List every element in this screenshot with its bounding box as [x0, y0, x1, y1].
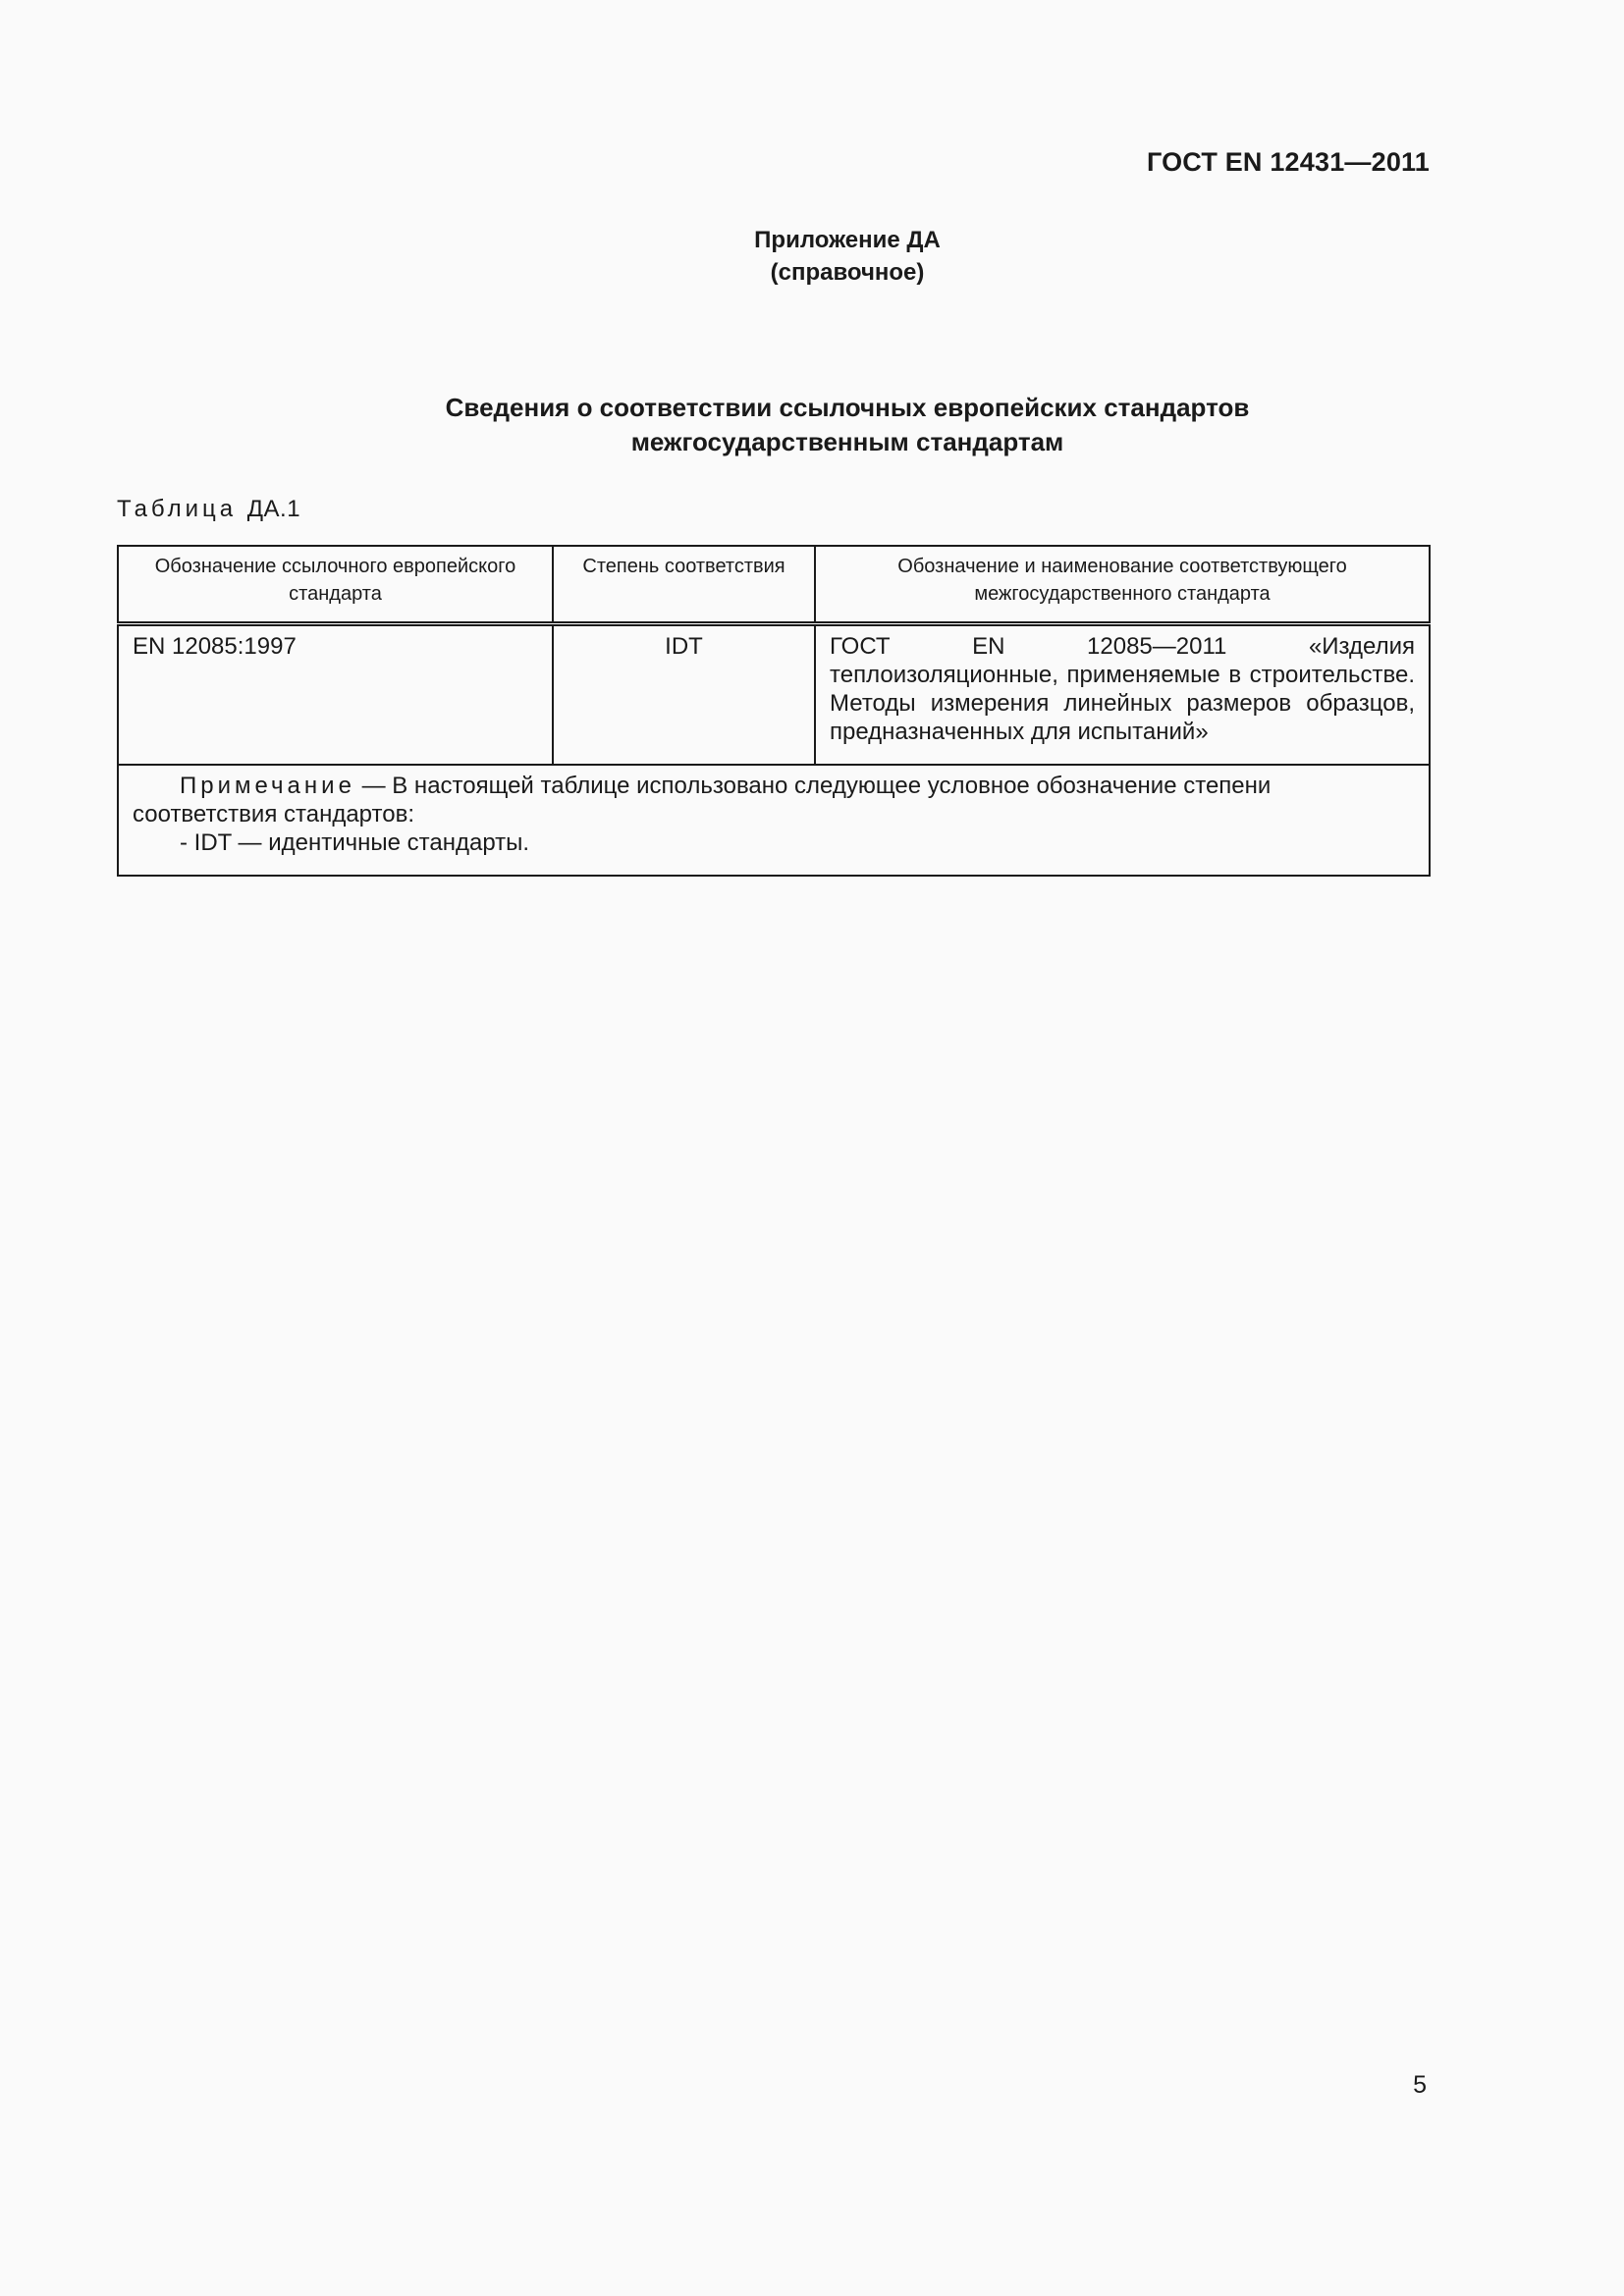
cell-reference-standard: EN 12085:1997: [118, 624, 553, 766]
table-note-row: [118, 765, 1430, 876]
note-text: — В настоящей таблице использовано следующее условное обозначение степени соответствия стандартов:: [133, 773, 1272, 828]
note-item: - IDT — идентичные стандарты.: [180, 829, 530, 856]
column-header-interstate-standard: Обозначение и наименование соответствующего межгосударственного стандарта: [815, 546, 1430, 624]
cell-degree: IDT: [553, 624, 815, 766]
column-header-degree: Степень соответствия: [553, 546, 815, 624]
column-header-reference: Обозначение ссылочного европейского стандарта: [118, 546, 553, 624]
table-row: [118, 624, 1430, 766]
table-header-row: [118, 546, 1430, 624]
appendix-title: Приложение ДА: [754, 227, 941, 253]
page-number: 5: [1413, 2071, 1427, 2099]
table-caption-word: Таблица: [117, 496, 238, 522]
cell-interstate-standard: ГОСТ EN 12085—2011 «Изделия теплоизоляционные, применяемые в строительстве. Методы измерения линейных размеров образцов, предназначенных для испытаний»: [815, 624, 1430, 766]
table-caption: [117, 496, 300, 523]
section-heading-line1: Сведения о соответствии ссылочных европейских стандартов: [445, 393, 1250, 422]
appendix-subtitle: (справочное): [770, 259, 925, 286]
document-code: ГОСТ EN 12431—2011: [1146, 147, 1430, 177]
note-label: Примечание: [180, 773, 355, 799]
table-note: [118, 765, 1430, 876]
correspondence-table: [117, 545, 1431, 877]
appendix-title-block: [0, 224, 1624, 289]
section-heading: [0, 391, 1624, 459]
section-heading-line2: межгосударственным стандартам: [630, 427, 1064, 456]
note-paragraph: [133, 772, 1415, 828]
table-caption-number: ДА.1: [246, 496, 301, 522]
